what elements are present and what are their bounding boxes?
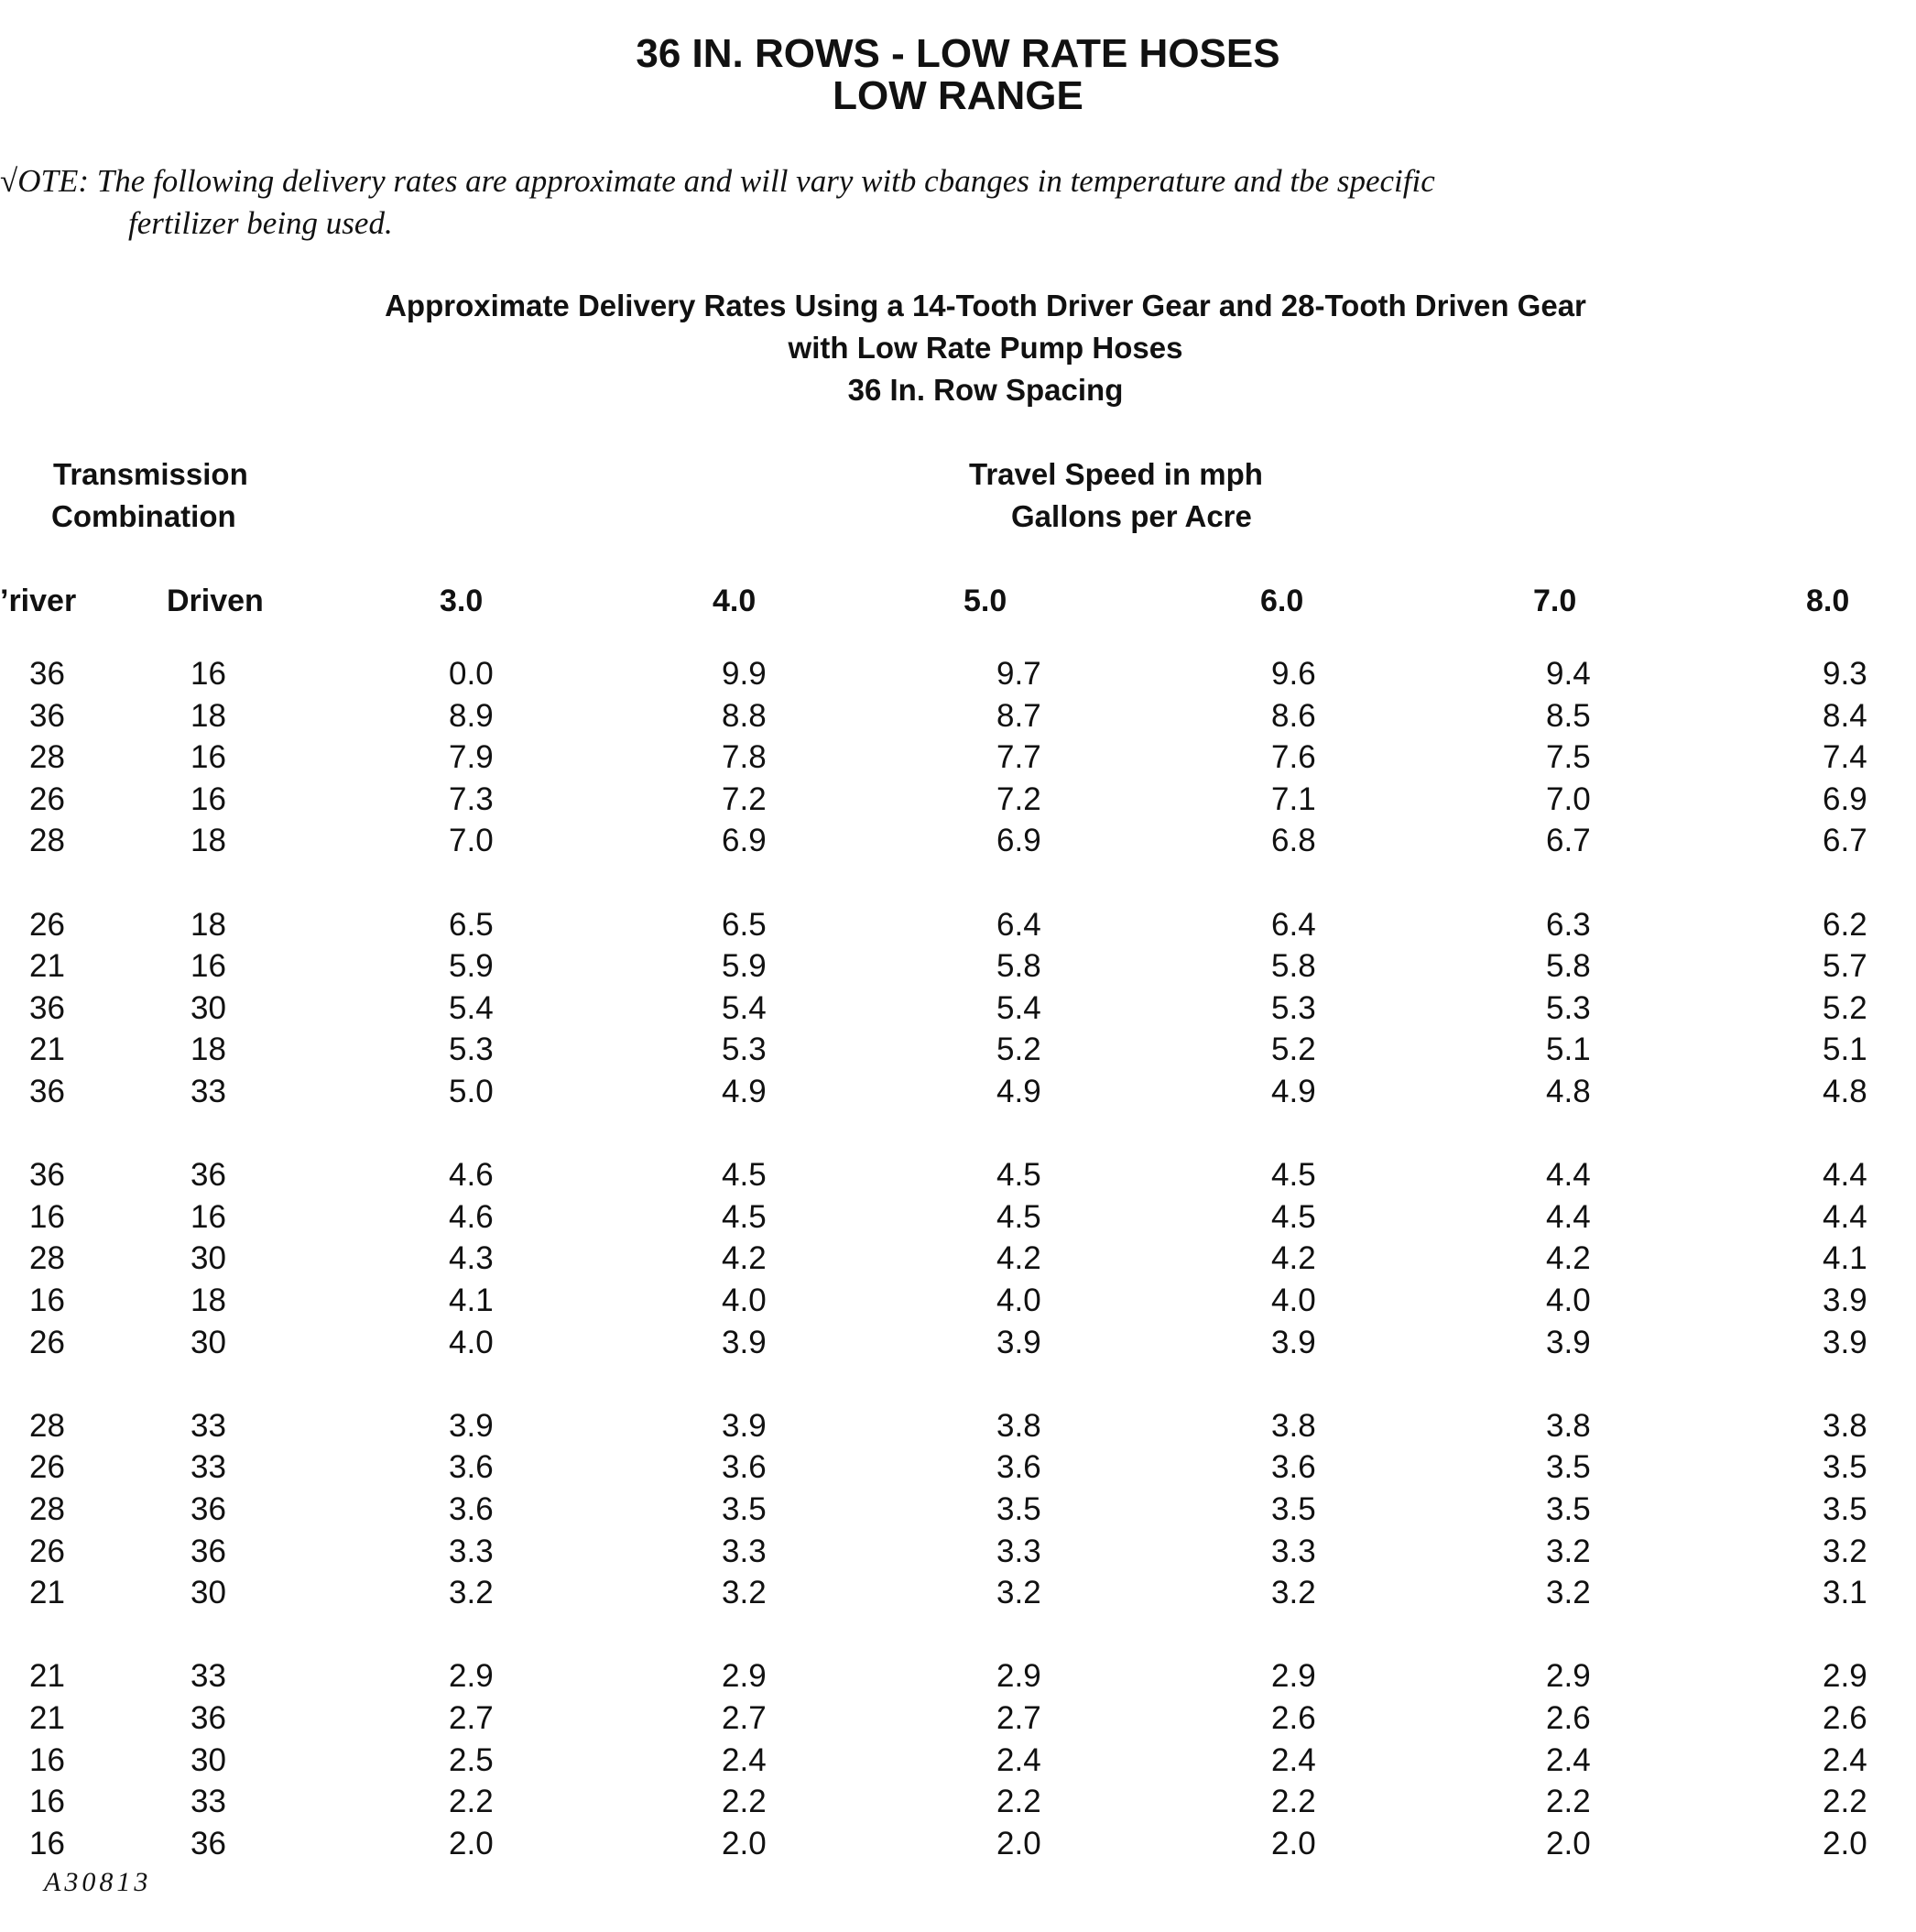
cell-speed-5: 3.8 (996, 1408, 1041, 1444)
cell-speed-8: 7.4 (1823, 739, 1867, 775)
col-header-speed-8: 8.0 (1806, 584, 1850, 618)
cell-speed-4: 3.9 (722, 1408, 767, 1444)
figure-code: A30813 (44, 1867, 152, 1897)
cell-speed-4: 2.0 (722, 1826, 767, 1861)
cell-speed-5: 3.3 (996, 1534, 1041, 1569)
cell-speed-6: 2.4 (1271, 1742, 1316, 1778)
cell-speed-6: 3.3 (1271, 1534, 1316, 1569)
cell-driver: 21 (29, 1031, 65, 1067)
cell-speed-8: 6.9 (1823, 781, 1867, 817)
cell-driver: 26 (29, 781, 65, 817)
cell-speed-4: 3.2 (722, 1575, 767, 1610)
cell-speed-3: 2.7 (449, 1700, 494, 1736)
cell-speed-4: 5.4 (722, 990, 767, 1026)
cell-driven: 33 (191, 1449, 226, 1485)
cell-speed-8: 4.1 (1823, 1240, 1867, 1276)
transmission-header-line-1: Transmission (53, 457, 248, 491)
cell-speed-4: 3.5 (722, 1491, 767, 1527)
cell-speed-3: 5.9 (449, 948, 494, 984)
cell-speed-5: 2.4 (996, 1742, 1041, 1778)
cell-speed-6: 3.6 (1271, 1449, 1316, 1485)
cell-speed-4: 4.0 (722, 1283, 767, 1318)
cell-speed-5: 8.7 (996, 698, 1041, 734)
note-line-2: fertilizer being used. (128, 205, 393, 241)
cell-speed-7: 3.8 (1546, 1408, 1591, 1444)
cell-speed-3: 4.3 (449, 1240, 494, 1276)
cell-speed-4: 7.2 (722, 781, 767, 817)
table-caption-line-1: Approximate Delivery Rates Using a 14-Tooth Driver Gear and 28-Tooth Driven Gear (385, 289, 1586, 322)
cell-speed-6: 2.9 (1271, 1658, 1316, 1694)
cell-driver: 16 (29, 1826, 65, 1861)
cell-speed-3: 3.9 (449, 1408, 494, 1444)
cell-driver: 36 (29, 990, 65, 1026)
cell-speed-7: 2.4 (1546, 1742, 1591, 1778)
cell-driver: 28 (29, 1240, 65, 1276)
cell-speed-6: 7.6 (1271, 739, 1316, 775)
cell-speed-5: 6.9 (996, 823, 1041, 858)
cell-driven: 18 (191, 823, 226, 858)
cell-speed-3: 6.5 (449, 907, 494, 943)
cell-driven: 30 (191, 1575, 226, 1610)
cell-driven: 16 (191, 781, 226, 817)
note-line-1: √OTE: The following delivery rates are approximate and will vary witb cbanges in temperature and tbe specific (0, 163, 1435, 199)
cell-driver: 36 (29, 656, 65, 692)
cell-speed-3: 0.0 (449, 656, 494, 692)
cell-speed-3: 2.5 (449, 1742, 494, 1778)
cell-speed-7: 4.8 (1546, 1074, 1591, 1109)
cell-speed-5: 4.5 (996, 1199, 1041, 1235)
cell-speed-5: 5.2 (996, 1031, 1041, 1067)
cell-speed-3: 2.9 (449, 1658, 494, 1694)
cell-speed-7: 9.4 (1546, 656, 1591, 692)
cell-driven: 18 (191, 907, 226, 943)
cell-speed-4: 6.9 (722, 823, 767, 858)
cell-speed-8: 6.7 (1823, 823, 1867, 858)
cell-driven: 16 (191, 656, 226, 692)
cell-driver: 36 (29, 698, 65, 734)
cell-speed-7: 4.4 (1546, 1157, 1591, 1193)
cell-speed-6: 8.6 (1271, 698, 1316, 734)
cell-speed-4: 2.7 (722, 1700, 767, 1736)
cell-speed-6: 4.5 (1271, 1199, 1316, 1235)
cell-speed-4: 3.3 (722, 1534, 767, 1569)
cell-speed-7: 5.1 (1546, 1031, 1591, 1067)
cell-speed-6: 6.8 (1271, 823, 1316, 858)
transmission-header-line-2: Combination (51, 499, 236, 533)
cell-driver: 16 (29, 1283, 65, 1318)
cell-speed-4: 3.6 (722, 1449, 767, 1485)
cell-speed-6: 5.8 (1271, 948, 1316, 984)
cell-speed-3: 7.0 (449, 823, 494, 858)
cell-driven: 36 (191, 1700, 226, 1736)
cell-driver: 26 (29, 1534, 65, 1569)
cell-speed-6: 4.0 (1271, 1283, 1316, 1318)
cell-driven: 30 (191, 1325, 226, 1360)
cell-speed-6: 2.0 (1271, 1826, 1316, 1861)
cell-driver: 28 (29, 1408, 65, 1444)
cell-driven: 36 (191, 1157, 226, 1193)
cell-speed-7: 3.5 (1546, 1491, 1591, 1527)
cell-driver: 21 (29, 1575, 65, 1610)
cell-driver: 26 (29, 1325, 65, 1360)
cell-speed-8: 2.6 (1823, 1700, 1867, 1736)
cell-driven: 36 (191, 1491, 226, 1527)
cell-speed-6: 2.6 (1271, 1700, 1316, 1736)
cell-speed-8: 2.4 (1823, 1742, 1867, 1778)
cell-speed-3: 8.9 (449, 698, 494, 734)
cell-speed-3: 3.3 (449, 1534, 494, 1569)
col-header-speed-3: 3.0 (440, 584, 484, 618)
cell-speed-4: 4.2 (722, 1240, 767, 1276)
cell-driver: 16 (29, 1199, 65, 1235)
col-header-speed-5: 5.0 (963, 584, 1007, 618)
cell-speed-3: 2.2 (449, 1784, 494, 1819)
cell-speed-4: 4.5 (722, 1157, 767, 1193)
page-subtitle-range: LOW RANGE (833, 73, 1083, 118)
cell-driver: 16 (29, 1742, 65, 1778)
cell-driven: 33 (191, 1658, 226, 1694)
cell-speed-8: 5.1 (1823, 1031, 1867, 1067)
cell-driven: 33 (191, 1408, 226, 1444)
cell-speed-8: 3.2 (1823, 1534, 1867, 1569)
cell-speed-8: 4.4 (1823, 1157, 1867, 1193)
speed-header-line-1: Travel Speed in mph (969, 457, 1263, 491)
cell-driven: 30 (191, 1240, 226, 1276)
cell-speed-3: 3.6 (449, 1491, 494, 1527)
cell-speed-5: 3.5 (996, 1491, 1041, 1527)
cell-speed-5: 4.5 (996, 1157, 1041, 1193)
cell-speed-8: 6.2 (1823, 907, 1867, 943)
cell-driven: 16 (191, 1199, 226, 1235)
cell-driven: 30 (191, 1742, 226, 1778)
cell-driver: 36 (29, 1157, 65, 1193)
cell-driven: 18 (191, 1283, 226, 1318)
cell-speed-8: 3.8 (1823, 1408, 1867, 1444)
cell-speed-8: 3.9 (1823, 1325, 1867, 1360)
cell-driver: 21 (29, 948, 65, 984)
cell-driver: 26 (29, 907, 65, 943)
cell-speed-4: 6.5 (722, 907, 767, 943)
cell-speed-4: 2.2 (722, 1784, 767, 1819)
cell-speed-5: 2.9 (996, 1658, 1041, 1694)
cell-speed-8: 2.9 (1823, 1658, 1867, 1694)
cell-speed-7: 2.6 (1546, 1700, 1591, 1736)
cell-driver: 28 (29, 1491, 65, 1527)
cell-driver: 36 (29, 1074, 65, 1109)
cell-speed-5: 3.2 (996, 1575, 1041, 1610)
cell-speed-8: 4.4 (1823, 1199, 1867, 1235)
cell-speed-6: 7.1 (1271, 781, 1316, 817)
cell-speed-7: 7.5 (1546, 739, 1591, 775)
cell-speed-4: 7.8 (722, 739, 767, 775)
cell-driver: 16 (29, 1784, 65, 1819)
col-header-speed-7: 7.0 (1533, 584, 1577, 618)
cell-speed-3: 4.6 (449, 1157, 494, 1193)
cell-speed-3: 3.6 (449, 1449, 494, 1485)
cell-speed-5: 2.2 (996, 1784, 1041, 1819)
cell-speed-4: 2.4 (722, 1742, 767, 1778)
cell-speed-7: 2.0 (1546, 1826, 1591, 1861)
cell-driven: 18 (191, 1031, 226, 1067)
col-header-speed-4: 4.0 (713, 584, 757, 618)
cell-speed-5: 7.7 (996, 739, 1041, 775)
cell-driven: 36 (191, 1826, 226, 1861)
cell-speed-3: 5.3 (449, 1031, 494, 1067)
cell-speed-6: 6.4 (1271, 907, 1316, 943)
cell-speed-4: 5.9 (722, 948, 767, 984)
cell-speed-4: 2.9 (722, 1658, 767, 1694)
cell-driven: 16 (191, 739, 226, 775)
col-header-driven: Driven (167, 584, 264, 618)
cell-speed-7: 3.5 (1546, 1449, 1591, 1485)
cell-speed-7: 5.8 (1546, 948, 1591, 984)
cell-speed-6: 3.8 (1271, 1408, 1316, 1444)
cell-driver: 21 (29, 1700, 65, 1736)
cell-speed-6: 3.5 (1271, 1491, 1316, 1527)
cell-driver: 26 (29, 1449, 65, 1485)
cell-speed-8: 3.5 (1823, 1491, 1867, 1527)
cell-speed-7: 6.7 (1546, 823, 1591, 858)
cell-speed-8: 3.9 (1823, 1283, 1867, 1318)
cell-speed-6: 5.3 (1271, 990, 1316, 1026)
cell-driven: 30 (191, 990, 226, 1026)
cell-driver: 28 (29, 739, 65, 775)
cell-speed-7: 3.2 (1546, 1534, 1591, 1569)
cell-speed-3: 5.4 (449, 990, 494, 1026)
cell-speed-7: 6.3 (1546, 907, 1591, 943)
cell-speed-7: 3.9 (1546, 1325, 1591, 1360)
cell-speed-4: 4.5 (722, 1199, 767, 1235)
cell-speed-5: 6.4 (996, 907, 1041, 943)
table-caption-line-2: with Low Rate Pump Hoses (788, 331, 1183, 365)
cell-driven: 36 (191, 1534, 226, 1569)
col-header-speed-6: 6.0 (1260, 584, 1304, 618)
cell-speed-4: 4.9 (722, 1074, 767, 1109)
cell-speed-5: 3.9 (996, 1325, 1041, 1360)
page-title: 36 IN. ROWS - LOW RATE HOSES (636, 31, 1280, 76)
cell-speed-8: 4.8 (1823, 1074, 1867, 1109)
cell-speed-5: 9.7 (996, 656, 1041, 692)
cell-speed-8: 5.2 (1823, 990, 1867, 1026)
cell-speed-6: 5.2 (1271, 1031, 1316, 1067)
cell-speed-7: 4.2 (1546, 1240, 1591, 1276)
cell-speed-6: 4.2 (1271, 1240, 1316, 1276)
cell-speed-3: 7.9 (449, 739, 494, 775)
cell-speed-7: 4.4 (1546, 1199, 1591, 1235)
cell-speed-7: 3.2 (1546, 1575, 1591, 1610)
cell-speed-7: 7.0 (1546, 781, 1591, 817)
speed-header-line-2: Gallons per Acre (1011, 499, 1252, 533)
cell-speed-3: 5.0 (449, 1074, 494, 1109)
cell-speed-8: 8.4 (1823, 698, 1867, 734)
cell-driven: 16 (191, 948, 226, 984)
col-header-driver: ’river (0, 584, 77, 618)
cell-speed-4: 8.8 (722, 698, 767, 734)
cell-speed-4: 3.9 (722, 1325, 767, 1360)
cell-speed-3: 7.3 (449, 781, 494, 817)
cell-speed-7: 8.5 (1546, 698, 1591, 734)
cell-driven: 33 (191, 1784, 226, 1819)
cell-speed-7: 4.0 (1546, 1283, 1591, 1318)
table-caption-line-3: 36 In. Row Spacing (847, 373, 1124, 407)
cell-speed-6: 3.9 (1271, 1325, 1316, 1360)
cell-speed-3: 2.0 (449, 1826, 494, 1861)
cell-speed-4: 5.3 (722, 1031, 767, 1067)
cell-speed-8: 3.5 (1823, 1449, 1867, 1485)
cell-speed-5: 3.6 (996, 1449, 1041, 1485)
cell-speed-5: 5.8 (996, 948, 1041, 984)
cell-speed-3: 4.6 (449, 1199, 494, 1235)
cell-speed-3: 3.2 (449, 1575, 494, 1610)
cell-speed-6: 4.5 (1271, 1157, 1316, 1193)
cell-speed-5: 2.0 (996, 1826, 1041, 1861)
cell-speed-3: 4.0 (449, 1325, 494, 1360)
cell-driver: 28 (29, 823, 65, 858)
cell-speed-8: 2.2 (1823, 1784, 1867, 1819)
cell-speed-6: 4.9 (1271, 1074, 1316, 1109)
cell-speed-8: 3.1 (1823, 1575, 1867, 1610)
cell-speed-8: 5.7 (1823, 948, 1867, 984)
cell-speed-4: 9.9 (722, 656, 767, 692)
cell-speed-5: 4.0 (996, 1283, 1041, 1318)
cell-speed-5: 4.9 (996, 1074, 1041, 1109)
cell-driver: 21 (29, 1658, 65, 1694)
cell-speed-7: 5.3 (1546, 990, 1591, 1026)
cell-speed-5: 4.2 (996, 1240, 1041, 1276)
cell-driven: 33 (191, 1074, 226, 1109)
cell-speed-6: 2.2 (1271, 1784, 1316, 1819)
cell-speed-8: 2.0 (1823, 1826, 1867, 1861)
cell-speed-6: 3.2 (1271, 1575, 1316, 1610)
cell-speed-3: 4.1 (449, 1283, 494, 1318)
cell-driven: 18 (191, 698, 226, 734)
cell-speed-5: 5.4 (996, 990, 1041, 1026)
cell-speed-5: 2.7 (996, 1700, 1041, 1736)
cell-speed-7: 2.2 (1546, 1784, 1591, 1819)
cell-speed-8: 9.3 (1823, 656, 1867, 692)
cell-speed-5: 7.2 (996, 781, 1041, 817)
cell-speed-6: 9.6 (1271, 656, 1316, 692)
cell-speed-7: 2.9 (1546, 1658, 1591, 1694)
